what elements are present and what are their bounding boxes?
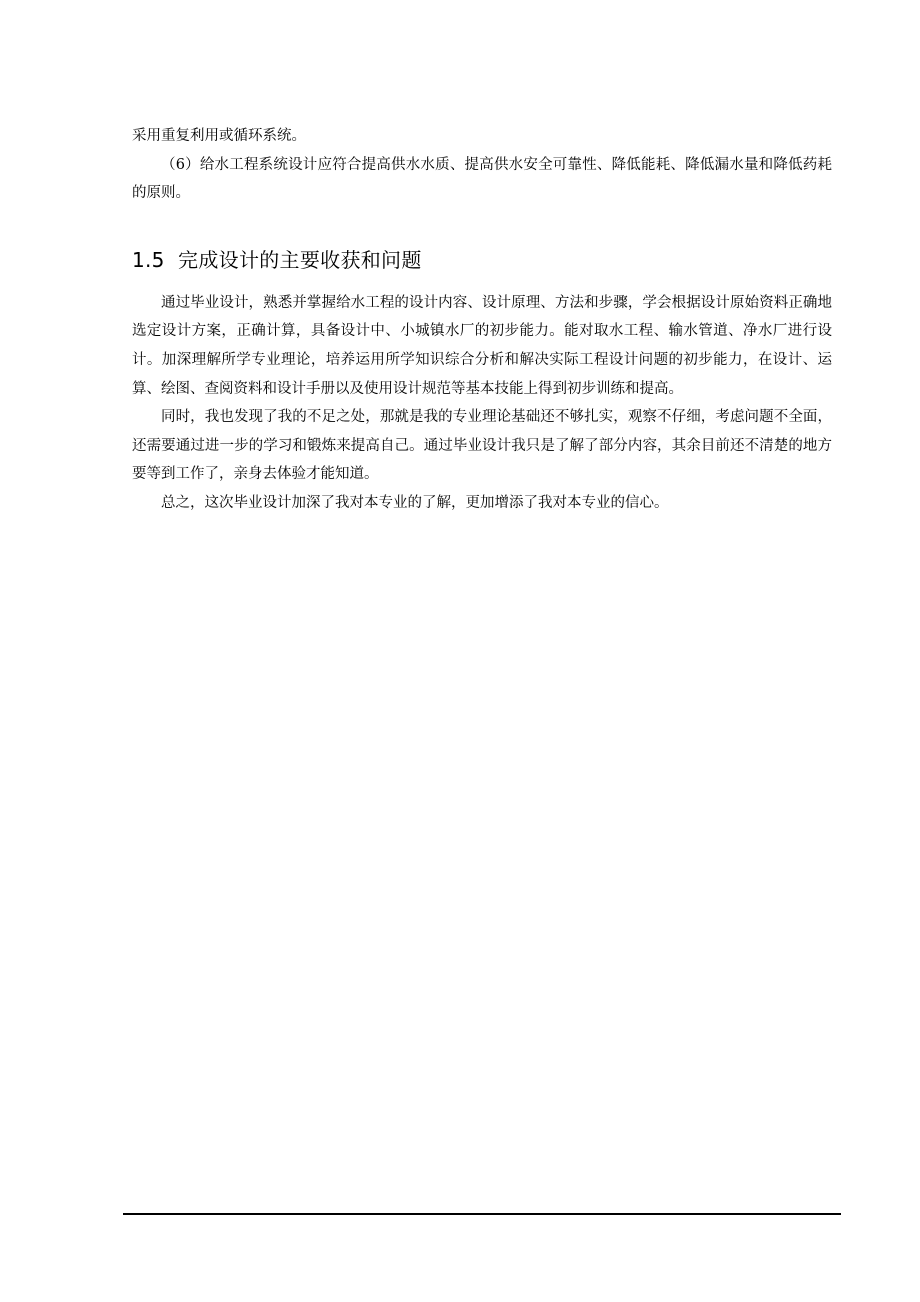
- paragraph-gains: 通过毕业设计，熟悉并掌握给水工程的设计内容、设计原理、方法和步骤，学会根据设计原始资料正确地选定设计方案，正确计算，具备设计中、小城镇水厂的初步能力。能对取水工程、输水管道、净水厂进行设计。加深理解所学专业理论，培养运用所学知识综合分析和解决实际工程设计问题的初步能力，在设计、运算、绘图、查阅资料和设计手册以及使用设计规范等基本技能上得到初步训练和提高。: [132, 294, 832, 397]
- paragraph-conclusion: 总之，这次毕业设计加深了我对本专业的了解，更加增添了我对本专业的信心。: [161, 494, 669, 511]
- section-heading: [132, 245, 832, 275]
- document-body: [132, 122, 832, 518]
- paragraph-shortcomings: 同时，我也发现了我的不足之处，那就是我的专业理论基础还不够扎实，观察不仔细，考虑问题不全面，还需要通过进一步的学习和锻炼来提高自己。通过毕业设计我只是了解了部分内容，其余目前还不清楚的地方要等到工作了，亲身去体验才能知道。: [132, 409, 832, 483]
- list-item-6: （6）给水工程系统设计应符合提高供水水质、提高供水安全可靠性、降低能耗、降低漏水量和降低药耗的原则。: [132, 156, 832, 202]
- continued-paragraph: 采用重复利用或循环系统。: [132, 128, 306, 144]
- section-title: 完成设计的主要收获和问题: [178, 247, 422, 272]
- section-number: 1.5: [132, 247, 165, 272]
- footer-divider: [123, 1213, 841, 1215]
